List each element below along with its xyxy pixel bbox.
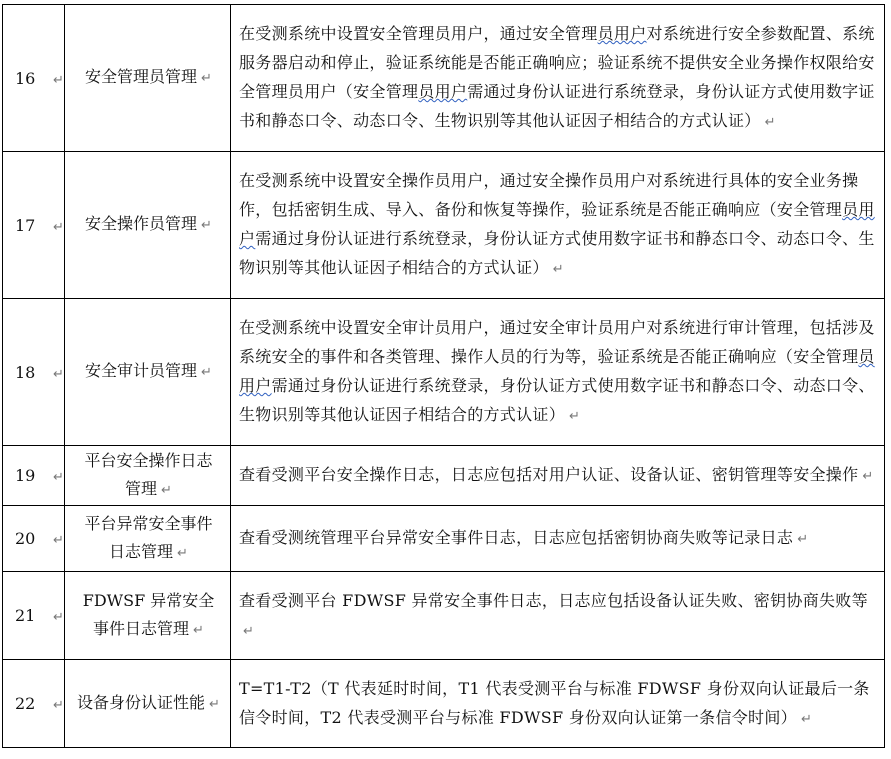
return-mark: ↵ <box>569 409 581 424</box>
item-name-cell <box>65 152 231 299</box>
row-number-cell <box>3 572 65 660</box>
desc-text: 需通过身份认证进行系统登录，身份认证方式使用数字证书和静态口令、动态口令、生物识别等其他认证因子相结合的方式认证） <box>239 376 875 424</box>
item-description-cell <box>231 5 885 152</box>
return-mark: ↵ <box>53 366 64 382</box>
row-number-cell <box>3 660 65 748</box>
item-name-cell <box>65 5 231 152</box>
return-mark: ↵ <box>800 711 813 727</box>
desc-text: 在受测系统中设置安全操作员用户，通过安全操作员用户对系统进行具体的安全业务操作，包括密钥生成、导入、备份和恢复等操作，验证系统是否能正确响应（安全管理 <box>239 171 859 219</box>
spellcheck-underlined-text: 员用户 <box>239 347 875 395</box>
item-name: 安全管理员管理 <box>85 67 198 86</box>
item-name: 安全审计员管理 <box>85 361 198 380</box>
item-description-cell <box>231 299 885 446</box>
item-name: 平台安全操作日志管理 <box>84 450 213 498</box>
return-mark: ↵ <box>53 72 64 88</box>
row-number-cell <box>3 5 65 152</box>
desc-text: 需通过身份认证进行系统登录，身份认证方式使用数字证书和静态口令、动态口令、生物识别等其他认证因子相结合的方式认证） <box>239 82 875 130</box>
return-mark: ↵ <box>53 219 64 235</box>
spellcheck-underlined-text: 员用户 <box>239 200 875 248</box>
desc-text: 需通过身份认证进行系统登录，身份认证方式使用数字证书和静态口令、动态口令、生物识别等其他认证因子相结合的方式认证） <box>239 229 875 277</box>
return-mark: ↵ <box>53 470 64 485</box>
table-row <box>3 660 885 748</box>
item-description: 查看受测统管理平台异常安全事件日志，日志应包括密钥协商失败等记录日志 <box>239 528 794 547</box>
table-row <box>3 506 885 572</box>
item-description-cell <box>231 446 885 506</box>
row-number: 19 <box>15 466 36 485</box>
item-name: FDWSF 异常安全事件日志管理 <box>82 590 215 638</box>
item-description <box>239 318 875 424</box>
item-name: 安全操作员管理 <box>85 214 198 233</box>
return-mark: ↵ <box>764 115 776 130</box>
item-name-cell <box>65 660 231 748</box>
item-description-cell <box>231 572 885 660</box>
return-mark: ↵ <box>209 696 220 712</box>
item-name: 设备身份认证性能 <box>77 692 206 712</box>
row-number-cell <box>3 152 65 299</box>
desc-text: 在受测系统中设置安全审计员用户，通过安全审计员用户对系统进行审计管理，包括涉及系统安全的事件和各类管理、操作人员的行为等，验证系统是否能正确响应（安全管理 <box>239 318 875 366</box>
return-mark: ↵ <box>243 623 255 639</box>
item-description-cell <box>231 660 885 748</box>
return-mark: ↵ <box>53 533 64 548</box>
return-mark: ↵ <box>862 469 874 484</box>
return-mark: ↵ <box>201 218 212 233</box>
item-description: 查看受测平台 FDWSF 异常安全事件日志，日志应包括设备认证失败、密钥协商失败等 <box>239 590 868 610</box>
row-number-cell <box>3 446 65 506</box>
return-mark: ↵ <box>193 622 204 638</box>
row-number-cell <box>3 299 65 446</box>
return-mark: ↵ <box>201 71 212 86</box>
return-mark: ↵ <box>201 365 212 380</box>
item-name-cell <box>65 572 231 660</box>
item-name-cell <box>65 506 231 572</box>
return-mark: ↵ <box>552 262 564 277</box>
item-name-cell <box>65 299 231 446</box>
row-number: 22 <box>15 694 36 713</box>
row-number-cell <box>3 506 65 572</box>
row-number: 21 <box>15 606 36 625</box>
spellcheck-underlined-text: 员用户 <box>418 82 468 101</box>
test-items-table <box>2 4 885 748</box>
table-row <box>3 446 885 506</box>
return-mark: ↵ <box>53 610 64 625</box>
row-number: 18 <box>15 362 36 382</box>
item-name-cell <box>65 446 231 506</box>
item-description-cell <box>231 152 885 299</box>
spellcheck-underlined-text: 员用户 <box>597 24 647 43</box>
table-row <box>3 152 885 299</box>
item-description: T=T1-T2（T 代表延时时间，T1 代表受测平台与标准 FDWSF 身份双向认证最后一条信令时间，T2 代表受测平台与标准 FDWSF 身份双向认证第一条信令时间） <box>239 678 870 727</box>
desc-text: 在受测系统中设置安全管理员用户，通过安全管理 <box>239 24 598 43</box>
return-mark: ↵ <box>797 532 809 547</box>
return-mark: ↵ <box>53 698 64 713</box>
table-row <box>3 572 885 660</box>
row-number: 16 <box>15 68 36 88</box>
item-description-cell <box>231 506 885 572</box>
desc-text: 对系统进行安全参数配置、系统服务器启动和停止，验证系统能是否能正确响应；验证系统不提供安全业务操作权限给安全管理员用户（安全管理 <box>239 24 875 101</box>
table-row <box>3 5 885 152</box>
row-number: 20 <box>15 529 36 548</box>
item-description <box>239 24 875 130</box>
row-number: 17 <box>15 215 36 235</box>
table-row <box>3 299 885 446</box>
item-name: 平台异常安全事件日志管理 <box>84 513 213 561</box>
return-mark: ↵ <box>161 482 172 498</box>
return-mark: ↵ <box>177 545 188 561</box>
item-description: 查看受测平台安全操作日志，日志应包括对用户认证、设备认证、密钥管理等安全操作 <box>239 465 859 484</box>
